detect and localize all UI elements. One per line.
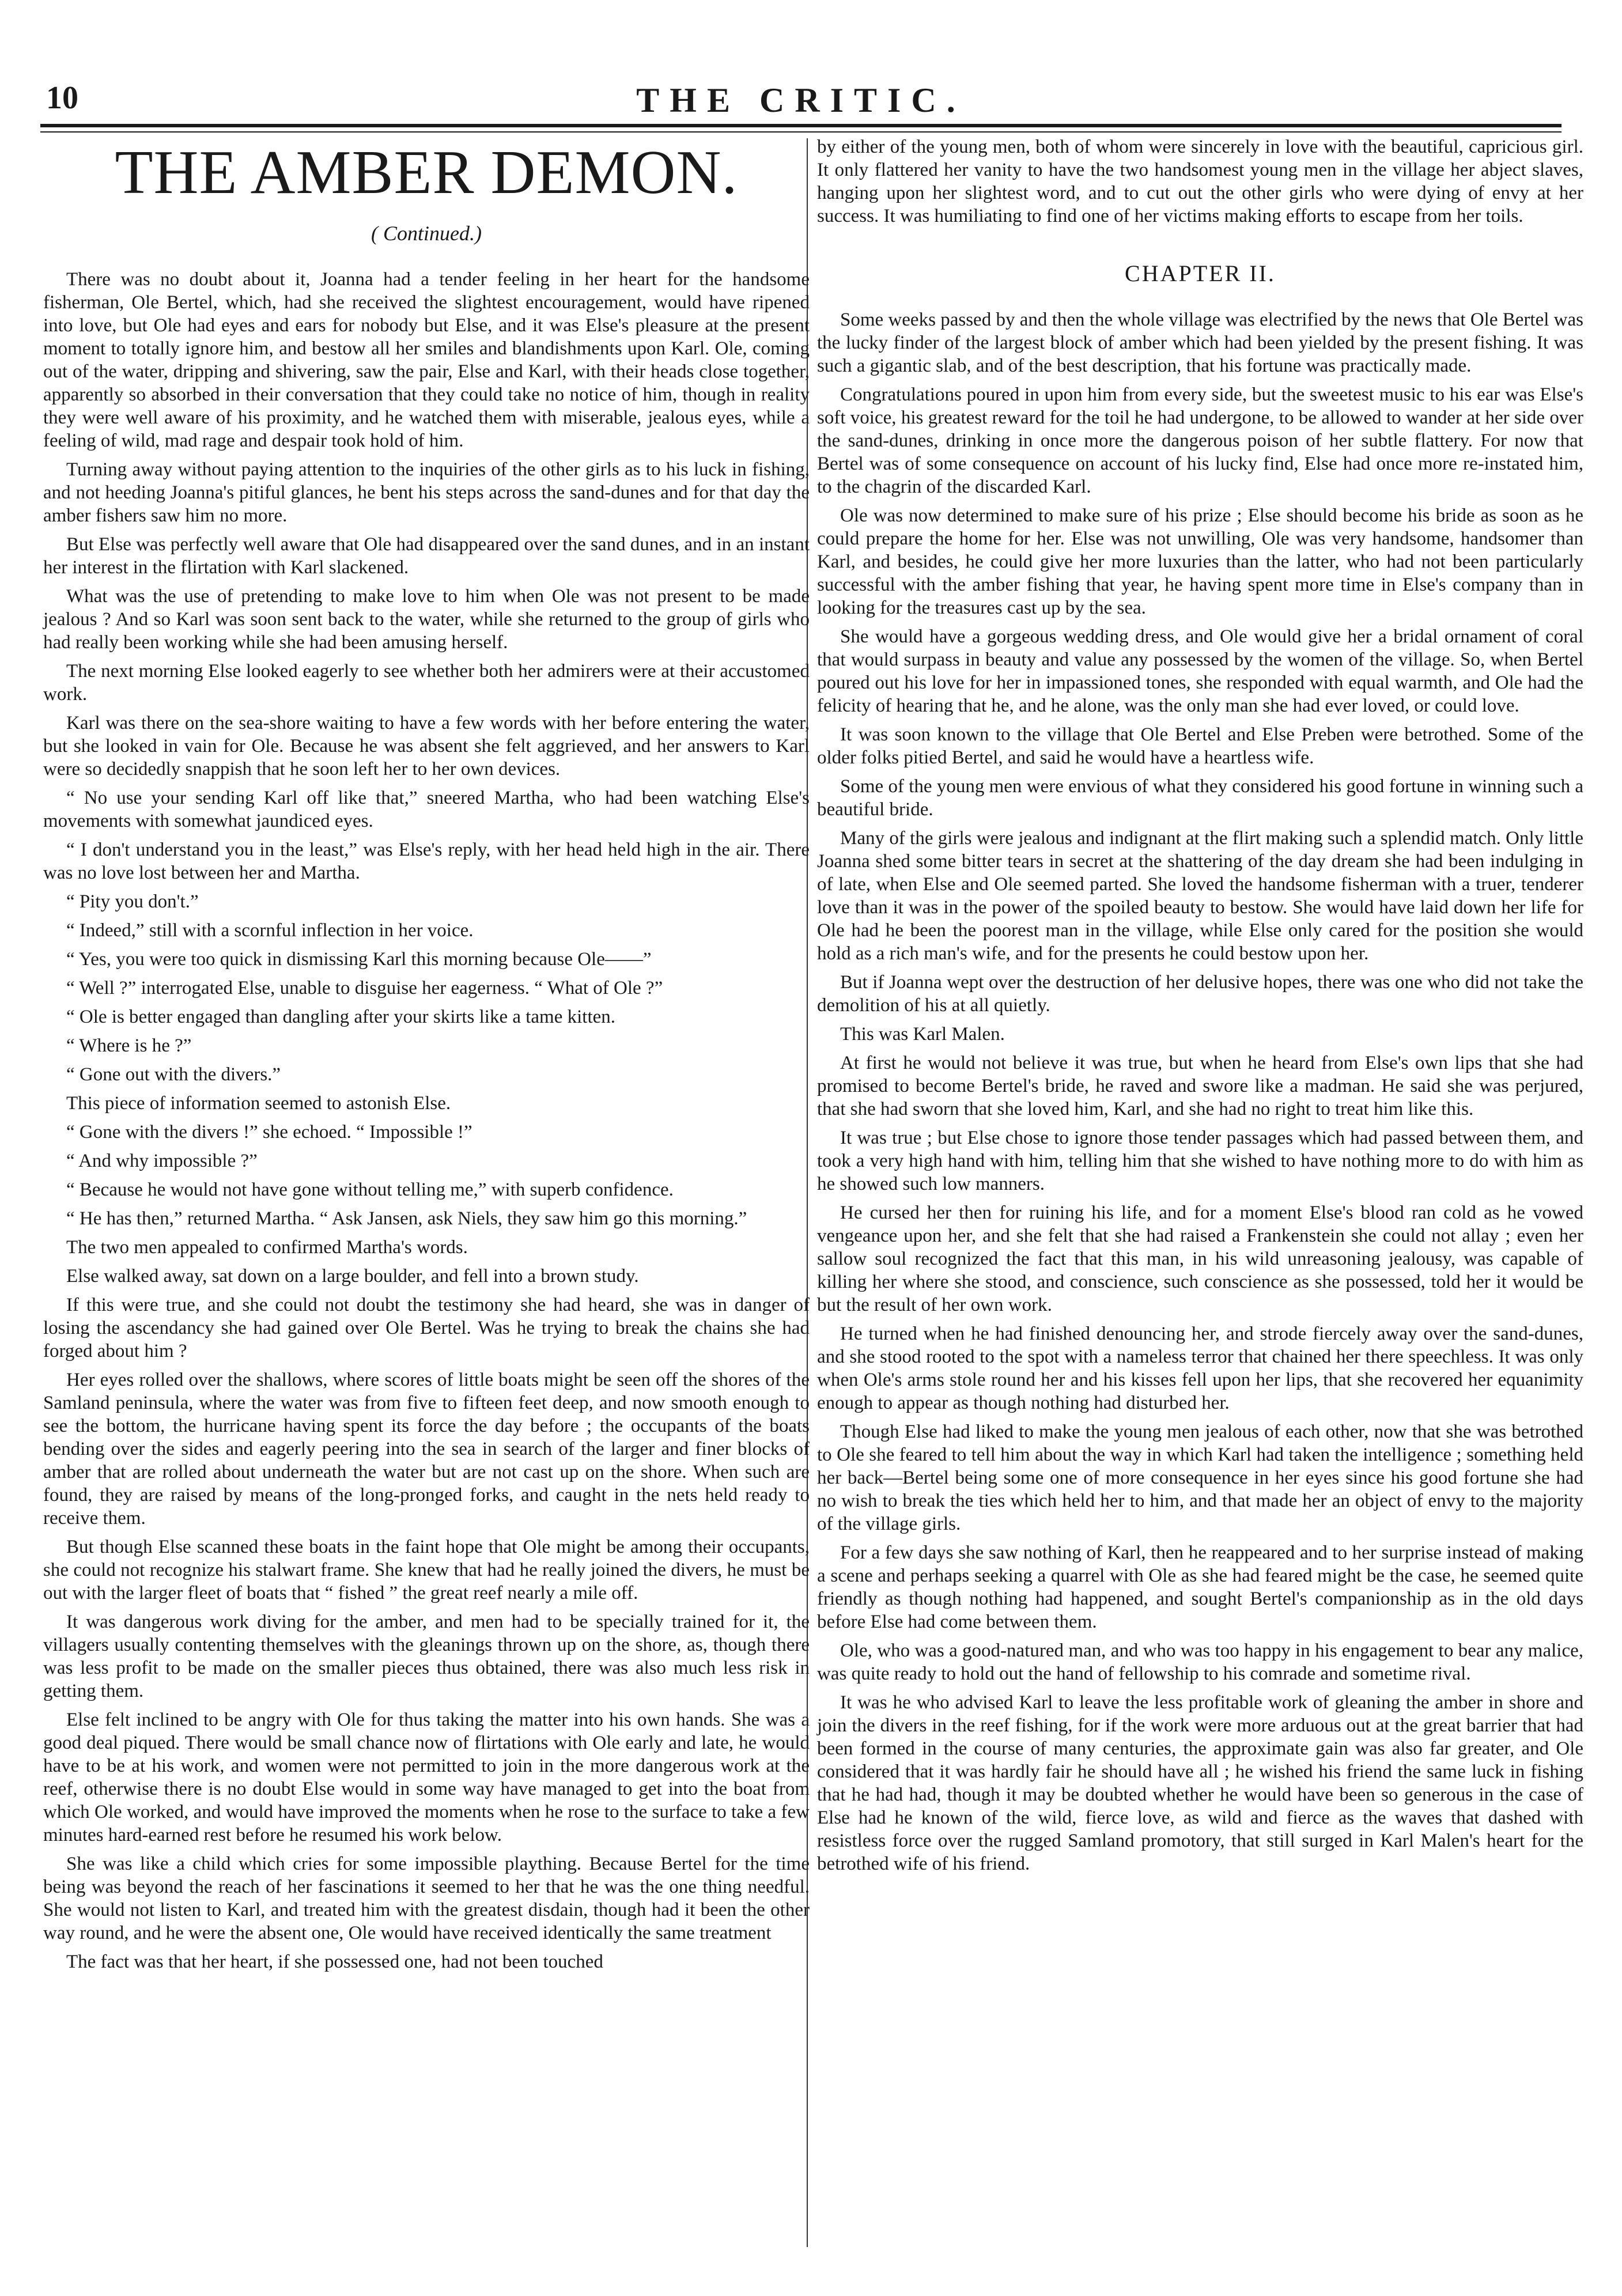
paragraph: “ Gone out with the divers.” bbox=[66, 1064, 281, 1085]
paragraph: This was Karl Malen. bbox=[840, 1024, 1005, 1045]
paragraph: She would have a gorgeous wedding dress, and Ole would give her a bridal ornament of coral that would surpass in beauty and value any possessed by the women of the village. So, when Bertel poured out his love for her in impassioned tones, she responded with equal warmth, and Ole had the felicity of hearing that he, and he alone, was the only man she had ever loved, or could love. bbox=[817, 626, 1583, 716]
paragraph: But if Joanna wept over the destruction of her delusive hopes, there was one who did not take the demolition of his at all quietly. bbox=[817, 972, 1583, 1016]
paragraph: Some weeks passed by and then the whole village was electrified by the news that Ole Bertel was the lucky finder of the largest block of amber which had been yielded by the present fishing. It was such a gigantic slab, and of the best description, that his fortune was practically made. bbox=[817, 309, 1583, 376]
paragraph: Ole was now determined to make sure of his prize ; Else should become his bride as soon as he could prepare the home for her. Else was not unwilling, Ole was very handsome, handsomer than Karl, and besides, he could give her more luxuries than the latter, who had not been particularly successful with the amber fishing that year, he having spent more time in Else's company than in looking for the treasures cast up by the sea. bbox=[817, 505, 1583, 618]
paragraph: Some of the young men were envious of what they considered his good fortune in winning such a beautiful bride. bbox=[817, 776, 1583, 820]
paragraph: It was soon known to the village that Ole Bertel and Else Preben were betrothed. Some of the older folks pitied Bertel, and said he would have a heartless wife. bbox=[817, 724, 1583, 768]
paragraph: What was the use of pretending to make love to him when Ole was not present to be made jealous ? And so Karl was soon sent back to the water, while she returned to the group of girls who had really been working while she had been amusing herself. bbox=[43, 586, 810, 653]
paragraph: “ Pity you don't.” bbox=[66, 891, 199, 912]
paragraph: by either of the young men, both of whom were sincerely in love with the beautiful, capricious girl. It only flattered her vanity to have the two handsomest young men in the village her abject slaves, hanging upon her slightest word, and to cut out the other girls who were dying of envy at her success. It was humiliating to find one of her victims making efforts to escape from her toils. bbox=[817, 137, 1583, 226]
paragraph: “ He has then,” returned Martha. “ Ask Jansen, ask Niels, they saw him go this morning.” bbox=[66, 1208, 747, 1229]
paragraph: “ Where is he ?” bbox=[66, 1035, 192, 1056]
paragraph: “ Because he would not have gone without telling me,” with superb confidence. bbox=[66, 1179, 674, 1200]
masthead: THE CRITIC. bbox=[636, 81, 966, 119]
paragraph: If this were true, and she could not doubt the testimony she had heard, she was in danger of losing the ascendancy she had gained over Ole Bertel. Was he trying to break the chains she had forged about him ? bbox=[43, 1295, 810, 1361]
paragraph: Though Else had liked to make the young men jealous of each other, now that she was betrothed to Ole she feared to tell him about the way in which Karl had taken the intelligence ; something held her back—Bertel being some one of more consequence in her eyes since his good fortune she had no wish to break the ties which held her to him, and that made her an object of envy to the majority of the village girls. bbox=[817, 1421, 1583, 1534]
paragraph: “ No use your sending Karl off like that,” sneered Martha, who had been watching Else's movements with somewhat jaundiced eyes. bbox=[43, 788, 810, 831]
paragraph: Congratulations poured in upon him from every side, but the sweetest music to his ear was Else's soft voice, his greatest reward for the toil he had undergone, to be allowed to wander at her side over the sand-dunes, drinking in once more the dangerous poison of her subtle flattery. For now that Bertel was of some consequence on account of his lucky find, Else had once more re-instated him, to the chagrin of the discarded Karl. bbox=[817, 384, 1583, 497]
paragraph: “ Indeed,” still with a scornful inflection in her voice. bbox=[66, 920, 474, 941]
paragraph: “ Yes, you were too quick in dismissing Karl this morning because Ole——” bbox=[66, 949, 652, 970]
paragraph: It was he who advised Karl to leave the less profitable work of gleaning the amber in shore and join the divers in the reef fishing, for if the work were more arduous out at the great barrier that had been formed in the course of many centuries, the approximate gain was also far greater, and Ole considered that it was hardly fair he should have all ; he wished his friend the same luck in fishing that he had had, though it may be doubted whether he would have been so generous in the case of Else had he known of the wild, fierce love, as wild and fierce as the waves that dashed with resistless force over the rugged Samland promotory, that still surged in Karl Malen's heart for the betrothed wife of his friend. bbox=[817, 1692, 1583, 1874]
paragraph: Ole, who was a good-natured man, and who was too happy in his engagement to bear any malice, was quite ready to hold out the hand of fellowship to his comrade and sometime rival. bbox=[817, 1640, 1583, 1684]
paragraph: At first he would not believe it was true, but when he heard from Else's own lips that she had promised to become Bertel's bride, he raved and swore like a madman. He said she was perjured, that she had sworn that she loved him, Karl, and she had no right to treat him like this. bbox=[817, 1053, 1583, 1119]
paragraph: “ Well ?” interrogated Else, unable to disguise her eagerness. “ What of Ole ?” bbox=[66, 978, 663, 998]
paragraph: Else felt inclined to be angry with Ole for thus taking the matter into his own hands. She was a good deal piqued. There would be small chance now of flirtations with Ole early and late, he would have to be at his work, and women were not permitted to join in the more dangerous work at the reef, otherwise there is no doubt Else would in some way have managed to get into the boat from which Ole worked, and would have improved the moments when he rose to the surface to take a few minutes hard-earned rest before he resumed his work below. bbox=[43, 1709, 810, 1845]
paragraph: “ Ole is better engaged than dangling after your skirts like a tame kitten. bbox=[66, 1007, 616, 1027]
paragraph: Her eyes rolled over the shallows, where scores of little boats might be seen off the shores of the Samland peninsula, where the water was from five to fifteen feet deep, and now smooth enough to see the bottom, the hurricane having spent its force the day before ; the occupants of the boats bending over the sides and eagerly peering into the sea in search of the larger and finer blocks of amber that are rolled about underneath the water but are not cast up on the shore. When such are found, they are raised by means of the long-pronged forks, and caught in the nets held ready to receive them. bbox=[43, 1370, 810, 1529]
paragraph: But Else was perfectly well aware that Ole had disappeared over the sand dunes, and in an instant her interest in the flirtation with Karl slackened. bbox=[43, 534, 810, 578]
paragraph: Karl was there on the sea-shore waiting to have a few words with her before entering the water, but she looked in vain for Ole. Because he was absent she felt aggrieved, and her answers to Karl were so decidedly snappish that he soon left her to her own devices. bbox=[43, 713, 810, 780]
paragraph: The two men appealed to confirmed Martha's words. bbox=[66, 1237, 468, 1258]
paragraph: She was like a child which cries for some impossible plaything. Because Bertel for the time being was beyond the reach of her fascinations it seemed to her that he was the one thing needful. She would not listen to Karl, and treated him with the greatest disdain, though had it been the other way round, and he were the absent one, Ole would have received identically the same treatment bbox=[43, 1854, 810, 1943]
paragraph: Many of the girls were jealous and indignant at the flirt making such a splendid match. Only little Joanna shed some bitter tears in secret at the shattering of the day dream she had been indulging in of late, when Else and Ole seemed parted. She loved the handsome fisherman with a truer, tenderer love than it was in the power of the spoiled beauty to bestow. She would have laid down her life for Ole had he been the poorest man in the village, while Else only cared for the position she would hold as a rich man's wife, and for the presents he could bestow upon her. bbox=[817, 828, 1583, 964]
paragraph: He turned when he had finished denouncing her, and strode fiercely away over the sand-dunes, and she stood rooted to the spot with a nameless terror that chained her there speechless. It was only when Ole's arms stole round her and his kisses fell upon her lips, that she recovered her equanimity enough to appear as though nothing had disturbed her. bbox=[817, 1323, 1583, 1413]
paragraph: Else walked away, sat down on a large boulder, and fell into a brown study. bbox=[66, 1266, 639, 1287]
paragraph: Turning away without paying attention to the inquiries of the other girls as to his luck in fishing, and not heeding Joanna's pitiful glances, he bent his steps across the sand-dunes and for that day the amber fishers saw him no more. bbox=[43, 459, 810, 526]
paragraph: The next morning Else looked eagerly to see whether both her admirers were at their accustomed work. bbox=[43, 661, 810, 705]
paragraph: He cursed her then for ruining his life, and for a moment Else's blood ran cold as he vowed vengeance upon her, and she felt that she had raised a Frankenstein she could not allay ; even her sallow soul recognized the fact that this man, in his wild unreasoning jealousy, was capable of killing her where she stood, and conscience, such conscience as she possessed, told her it would be but the result of her own work. bbox=[817, 1202, 1583, 1315]
page-number: 10 bbox=[46, 80, 78, 116]
page-header bbox=[40, 69, 1561, 121]
paragraph: But though Else scanned these boats in the faint hope that Ole might be among their occupants, she could not recognize his stalwart frame. She knew that had he really joined the divers, he must be out with the larger fleet of boats that “ fished ” the great reef nearly a mile off. bbox=[43, 1537, 810, 1603]
paragraph: “ I don't understand you in the least,” was Else's reply, with her head held high in the air. There was no love lost between her and Martha. bbox=[43, 839, 810, 883]
paragraph: The fact was that her heart, if she possessed one, had not been touched bbox=[66, 1951, 603, 1972]
paragraph: For a few days she saw nothing of Karl, then he reappeared and to her surprise instead of making a scene and perhaps seeking a quarrel with Ole as she had feared might be the case, he seemed quite friendly as though nothing had happened, and sought Bertel's companionship as in the old days before Else had come between them. bbox=[817, 1542, 1583, 1632]
chapter-heading: CHAPTER II. bbox=[1125, 260, 1276, 286]
paragraph: “ And why impossible ?” bbox=[66, 1151, 258, 1171]
paragraph: It was true ; but Else chose to ignore those tender passages which had passed between them, and took a very high hand with him, telling him that she wished to have nothing more to do with him as he showed such low manners. bbox=[817, 1128, 1583, 1194]
header-rule-thin bbox=[40, 131, 1561, 133]
right-column bbox=[817, 135, 1583, 1881]
header-rule bbox=[40, 124, 1561, 127]
left-column bbox=[43, 135, 810, 1979]
article-title: THE AMBER DEMON. bbox=[115, 138, 738, 207]
paragraph: “ Gone with the divers !” she echoed. “ Impossible !” bbox=[66, 1122, 472, 1143]
paragraph: This piece of information seemed to astonish Else. bbox=[66, 1093, 451, 1114]
article-subtitle: ( Continued.) bbox=[371, 222, 482, 245]
paragraph: It was dangerous work diving for the amber, and men had to be specially trained for it, the villagers usually contenting themselves with the gleanings thrown up on the shore, as, though there was less profit to be made on the smaller pieces thus obtained, there was also much less risk in getting them. bbox=[43, 1612, 810, 1701]
paragraph: There was no doubt about it, Joanna had a tender feeling in her heart for the handsome fisherman, Ole Bertel, which, had she received the slightest encouragement, would have ripened into love, but Ole had eyes and ears for nobody but Else, and it was Else's pleasure at the present moment to totally ignore him, and bestow all her smiles and blandishments upon Karl. Ole, coming out of the water, dripping and shivering, saw the pair, Else and Karl, with their heads close together, apparently so absorbed in their conversation that they could take no notice of him, though in reality they were well aware of his proximity, and he watched them with miserable, jealous eyes, while a feeling of wild, mad rage and despair took hold of him. bbox=[43, 269, 810, 451]
